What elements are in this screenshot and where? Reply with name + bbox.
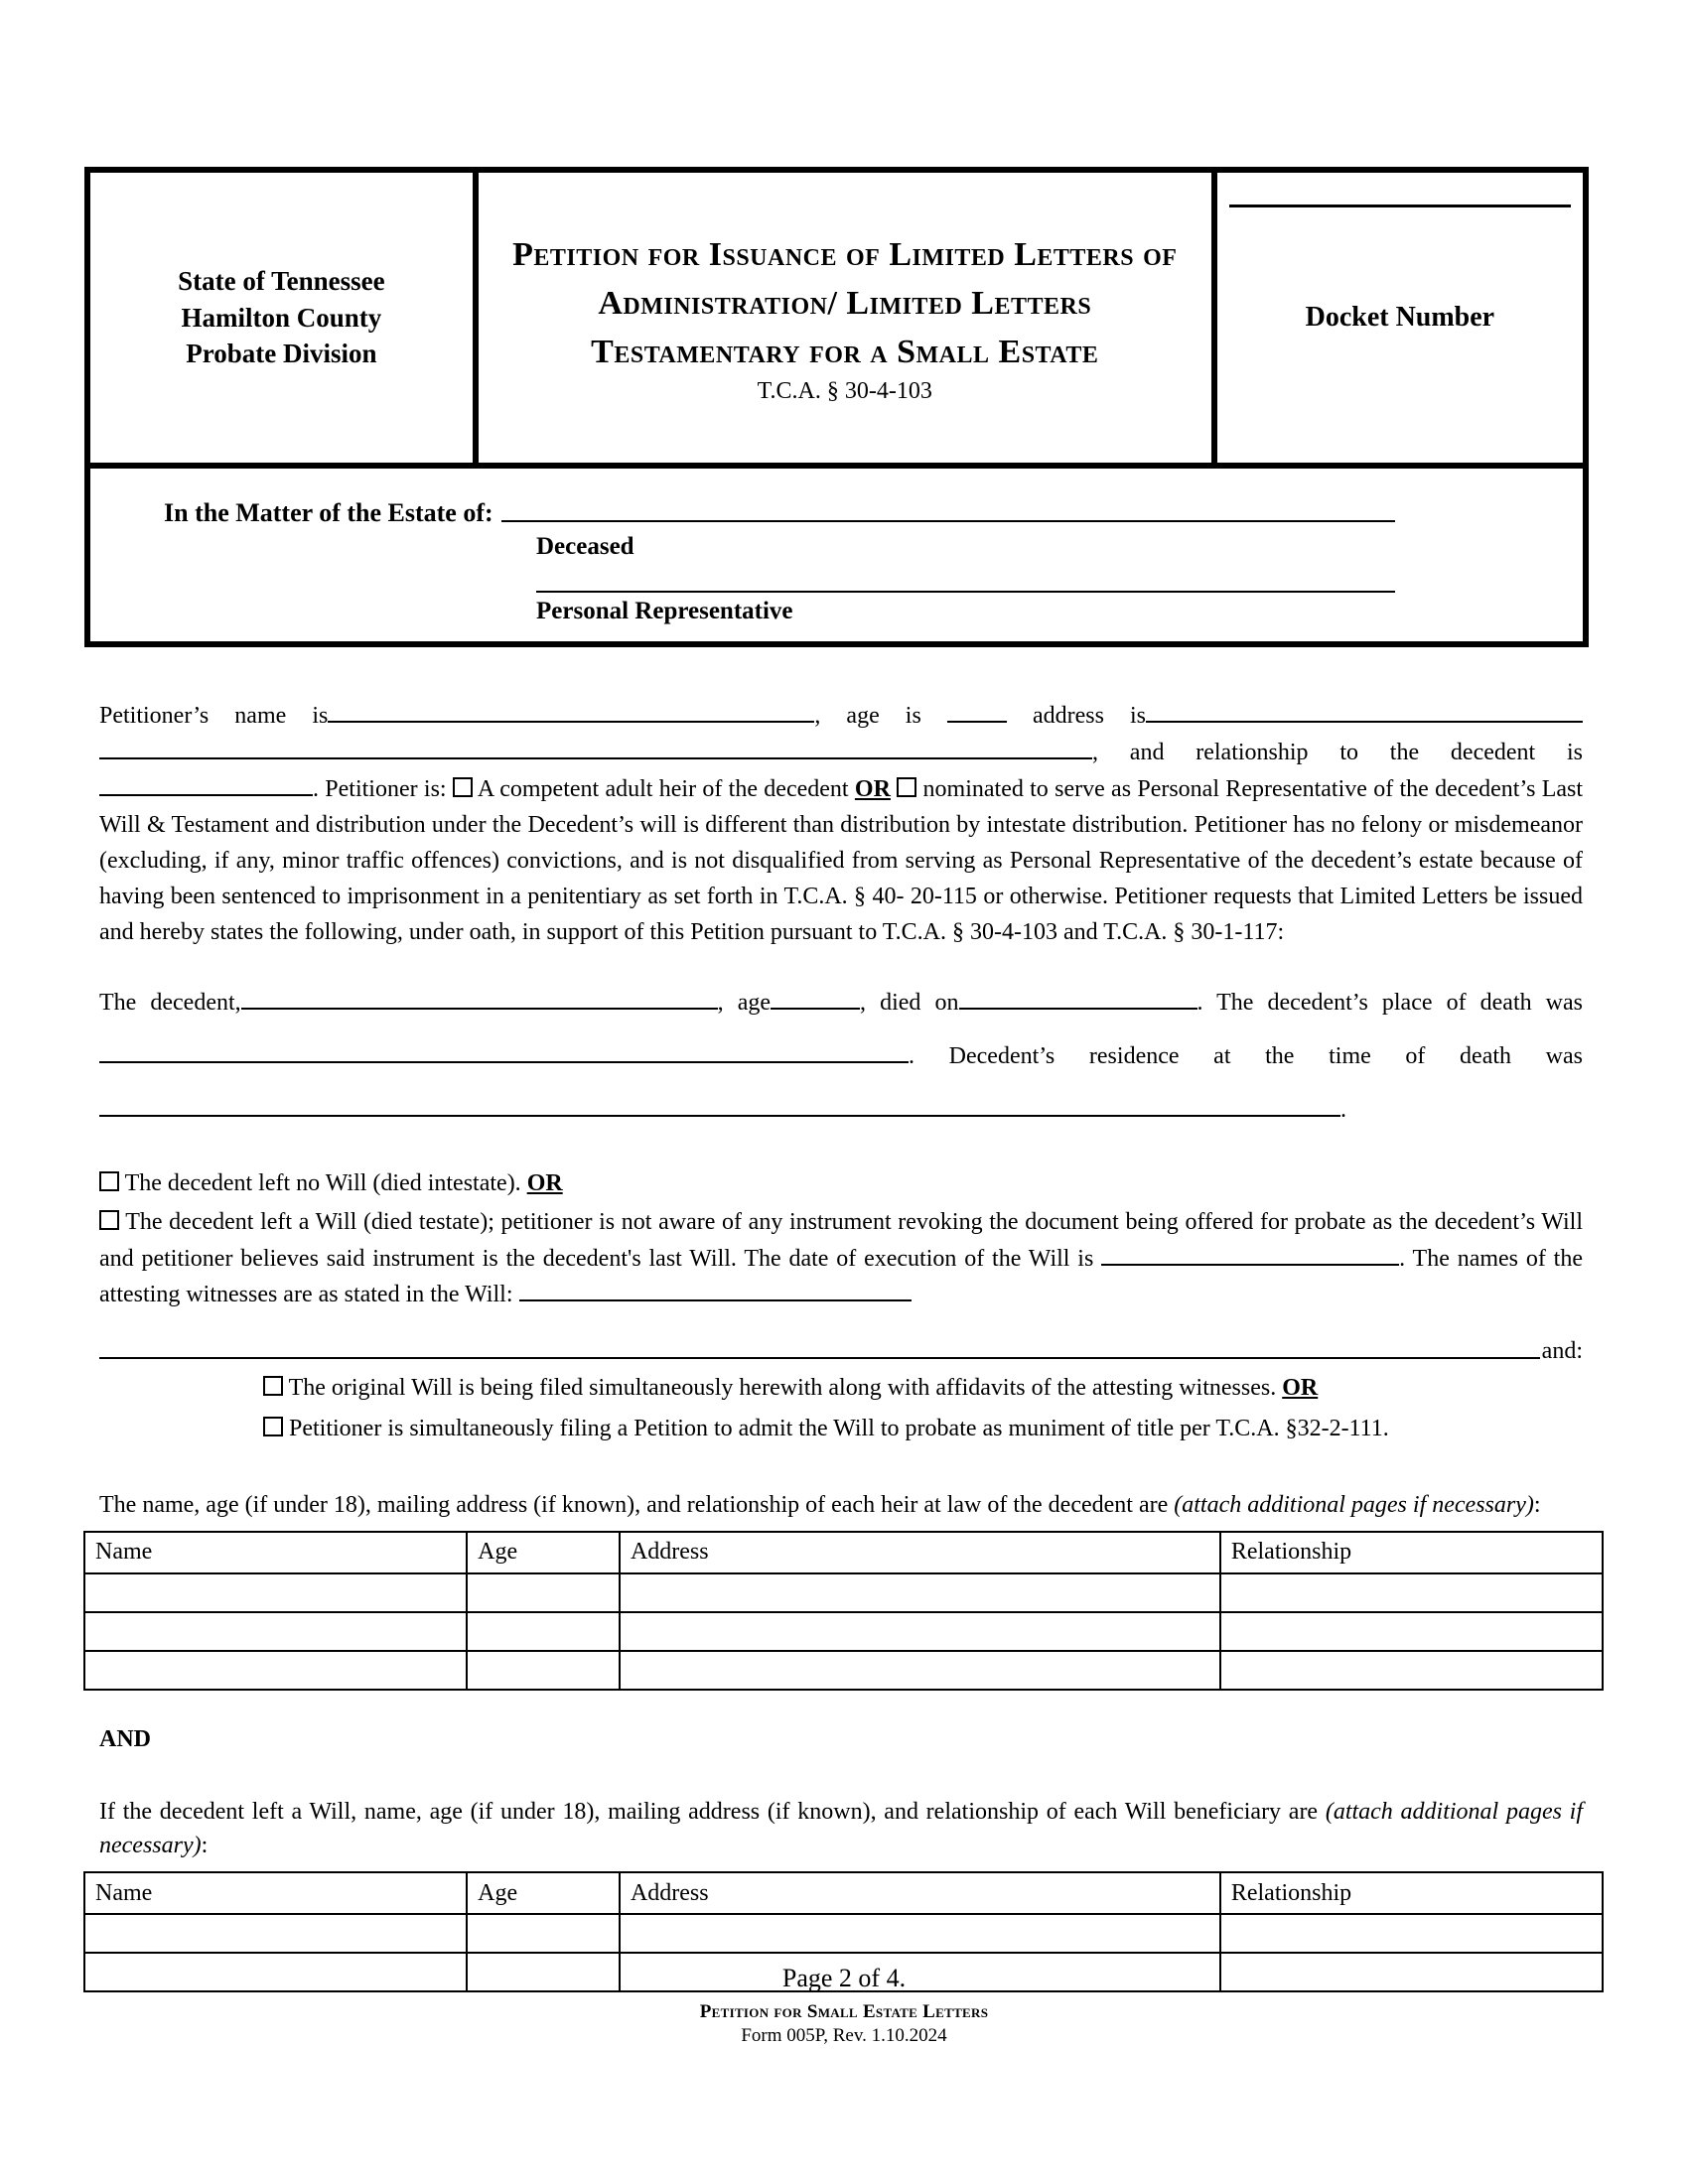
header-title-row bbox=[90, 173, 1583, 469]
personal-representative-label: Personal Representative bbox=[536, 598, 793, 624]
witnesses-continuation-line bbox=[99, 1338, 1583, 1365]
beneficiaries-col-relationship: Relationship bbox=[1220, 1872, 1603, 1914]
place-of-death-lead: . The decedent’s place of death was bbox=[1196, 990, 1584, 1016]
personal-representative-field[interactable] bbox=[536, 561, 1395, 593]
beneficiaries-intro-note: (attach additional pages if necessary) bbox=[99, 1798, 1584, 1859]
heir-relationship-cell[interactable] bbox=[1220, 1612, 1603, 1651]
beneficiary-name-cell[interactable] bbox=[84, 1914, 467, 1953]
testate-option-text: The decedent left a Will (died testate); petitioner is not aware of any instrument revoking the document being offered for probate as the decedent’s Will and petitioner believes said instrument is the decedent's last Will. The date of execution of the Will is bbox=[99, 1208, 1583, 1272]
heirs-table bbox=[83, 1531, 1604, 1691]
heirs-intro-text: The name, age (if under 18), mailing address (if known), and relationship of each heir at law of the decedent are bbox=[99, 1491, 1169, 1518]
decedent-age-lead: , age bbox=[717, 990, 772, 1016]
beneficiaries-table-row bbox=[84, 1914, 1603, 1953]
testate-checkbox[interactable] bbox=[99, 1210, 119, 1230]
nominated-checkbox[interactable] bbox=[897, 777, 916, 797]
muniment-option-text: Petitioner is simultaneously filing a Petition to admit the Will to probate as muniment of title per T.C.A. §32-2-111. bbox=[289, 1415, 1389, 1441]
form-title: Petition for Issuance of Limited Letters of Administration/ Limited Letters Testamentary for a Small Estate bbox=[512, 235, 1178, 371]
petitioner-paragraph bbox=[99, 697, 1583, 950]
beneficiary-relationship-cell[interactable] bbox=[1220, 1914, 1603, 1953]
matter-label: In the Matter of the Estate of: bbox=[164, 498, 493, 527]
option-heir-text: A competent adult heir of the decedent bbox=[477, 776, 849, 802]
relationship-field[interactable] bbox=[99, 770, 313, 796]
heir-age-cell[interactable] bbox=[467, 1573, 620, 1612]
heir-address-cell[interactable] bbox=[620, 1573, 1220, 1612]
heirs-col-address: Address bbox=[620, 1532, 1220, 1573]
heir-name-cell[interactable] bbox=[84, 1573, 467, 1612]
beneficiary-address-cell[interactable] bbox=[620, 1914, 1220, 1953]
deceased-label: Deceased bbox=[536, 533, 634, 560]
decedent-paragraph bbox=[99, 976, 1583, 1137]
witnesses-field-2[interactable] bbox=[99, 1355, 1540, 1359]
heirs-table-row bbox=[84, 1612, 1603, 1651]
petitioner-name-field[interactable] bbox=[328, 697, 814, 723]
estate-matter-section bbox=[90, 469, 1583, 641]
heir-checkbox[interactable] bbox=[453, 777, 473, 797]
docket-label: Docket Number bbox=[1305, 302, 1495, 333]
petitioner-name-lead: Petitioner’s name is bbox=[99, 703, 329, 729]
court-line-division: Probate Division bbox=[186, 339, 377, 369]
death-date-field[interactable] bbox=[959, 984, 1197, 1010]
intestate-option-text: The decedent left no Will (died intestate). bbox=[124, 1170, 521, 1196]
residence-field[interactable] bbox=[99, 1091, 1340, 1117]
muniment-option-line bbox=[263, 1412, 1583, 1446]
beneficiary-age-cell[interactable] bbox=[467, 1914, 620, 1953]
died-on-lead: , died on bbox=[860, 990, 959, 1016]
and-label: and: bbox=[1541, 1338, 1583, 1365]
relationship-lead: , and relationship to the decedent is bbox=[1092, 740, 1583, 765]
page-number: Page 2 of 4. bbox=[781, 1964, 907, 1992]
heir-relationship-cell[interactable] bbox=[1220, 1573, 1603, 1612]
intestate-option-line bbox=[99, 1166, 1583, 1201]
court-block bbox=[90, 173, 479, 463]
witnesses-field[interactable] bbox=[519, 1276, 912, 1301]
docket-block bbox=[1217, 173, 1583, 463]
or-label-3: OR bbox=[1282, 1375, 1319, 1402]
docket-number-field[interactable] bbox=[1229, 205, 1571, 207]
heirs-intro bbox=[99, 1488, 1583, 1523]
intestate-checkbox[interactable] bbox=[99, 1171, 119, 1191]
witnesses-lead: . The names of the attesting witnesses are as stated in the Will: bbox=[99, 1245, 1583, 1308]
residence-lead: . Decedent’s residence at the time of death was bbox=[909, 1043, 1583, 1069]
estate-name-field[interactable] bbox=[501, 518, 1395, 522]
court-line-state: State of Tennessee bbox=[178, 266, 385, 297]
footer-form-name: Petition for Small Estate Letters bbox=[699, 2001, 989, 2022]
muniment-checkbox[interactable] bbox=[263, 1417, 283, 1436]
statute-citation: T.C.A. § 30-4-103 bbox=[757, 378, 932, 405]
form-body bbox=[95, 697, 1584, 1992]
or-label-1: OR bbox=[854, 776, 891, 802]
original-will-checkbox[interactable] bbox=[263, 1376, 283, 1396]
heirs-col-relationship: Relationship bbox=[1220, 1532, 1603, 1573]
beneficiaries-col-name: Name bbox=[84, 1872, 467, 1914]
beneficiaries-intro bbox=[99, 1795, 1583, 1864]
heirs-intro-note: (attach additional pages if necessary) bbox=[1174, 1491, 1534, 1518]
beneficiaries-intro-colon: : bbox=[201, 1833, 209, 1859]
petitioner-address-lead: address is bbox=[1032, 703, 1147, 729]
court-line-county: Hamilton County bbox=[181, 302, 382, 333]
decedent-age-field[interactable] bbox=[771, 984, 860, 1010]
decedent-lead: The decedent, bbox=[99, 990, 241, 1016]
heir-name-cell[interactable] bbox=[84, 1651, 467, 1690]
heir-name-cell[interactable] bbox=[84, 1612, 467, 1651]
heir-address-cell[interactable] bbox=[620, 1651, 1220, 1690]
heir-relationship-cell[interactable] bbox=[1220, 1651, 1603, 1690]
form-title-block bbox=[479, 173, 1217, 463]
heirs-table-row bbox=[84, 1573, 1603, 1612]
decedent-name-field[interactable] bbox=[241, 984, 718, 1010]
header-box bbox=[84, 167, 1589, 647]
beneficiaries-table-header-row bbox=[84, 1872, 1603, 1914]
heirs-table-header-row bbox=[84, 1532, 1603, 1573]
original-will-option-line bbox=[263, 1371, 1583, 1406]
petitioner-address-field-2[interactable] bbox=[99, 734, 1092, 759]
or-label-2: OR bbox=[526, 1170, 563, 1196]
petitioner-is-lead: . Petitioner is: bbox=[313, 776, 447, 802]
heirs-intro-colon: : bbox=[1533, 1491, 1541, 1518]
and-divider: AND bbox=[99, 1725, 151, 1752]
footer-form-revision: Form 005P, Rev. 1.10.2024 bbox=[741, 2025, 947, 2046]
place-of-death-field[interactable] bbox=[99, 1037, 909, 1063]
petitioner-age-lead: , age is bbox=[814, 703, 921, 729]
option-nominated-text: nominated to serve as Personal Representative of the decedent’s Last Will & Testament and distribution under the Decedent’s will is different than distribution by intestate distribution. Petitioner has no felony or misdemeanor (excluding, if any, minor traffic offences) convictions, and is not disqualified from serving as Personal Representative of the decedent’s estate because of having been sentenced to imprisonment in a penitentiary as set forth in T.C.A. § 40- 20-115 or otherwise. Petitioner requests that Limited Letters be issued and hereby states the following, under oath, in support of this Petition pursuant to T.C.A. § 30-4-103 and T.C.A. § 30-1-117: bbox=[99, 776, 1584, 945]
heir-age-cell[interactable] bbox=[467, 1651, 620, 1690]
beneficiaries-intro-text: If the decedent left a Will, name, age (if under 18), mailing address (if known), and relationship of each Will beneficiary are bbox=[99, 1798, 1319, 1825]
original-will-option-text: The original Will is being filed simultaneously herewith along with affidavits of the attesting witnesses. bbox=[288, 1375, 1277, 1402]
testate-option-paragraph bbox=[99, 1205, 1583, 1312]
will-execution-date-field[interactable] bbox=[1101, 1240, 1399, 1266]
heirs-col-age: Age bbox=[467, 1532, 620, 1573]
beneficiaries-col-age: Age bbox=[467, 1872, 620, 1914]
petitioner-address-field[interactable] bbox=[1146, 697, 1583, 723]
decedent-end-period: . bbox=[1340, 1097, 1346, 1123]
heirs-table-row bbox=[84, 1651, 1603, 1690]
heir-age-cell[interactable] bbox=[467, 1612, 620, 1651]
petitioner-age-field[interactable] bbox=[947, 697, 1007, 723]
beneficiaries-col-address: Address bbox=[620, 1872, 1220, 1914]
heir-address-cell[interactable] bbox=[620, 1612, 1220, 1651]
page-footer bbox=[0, 1964, 1688, 2047]
heirs-col-name: Name bbox=[84, 1532, 467, 1573]
